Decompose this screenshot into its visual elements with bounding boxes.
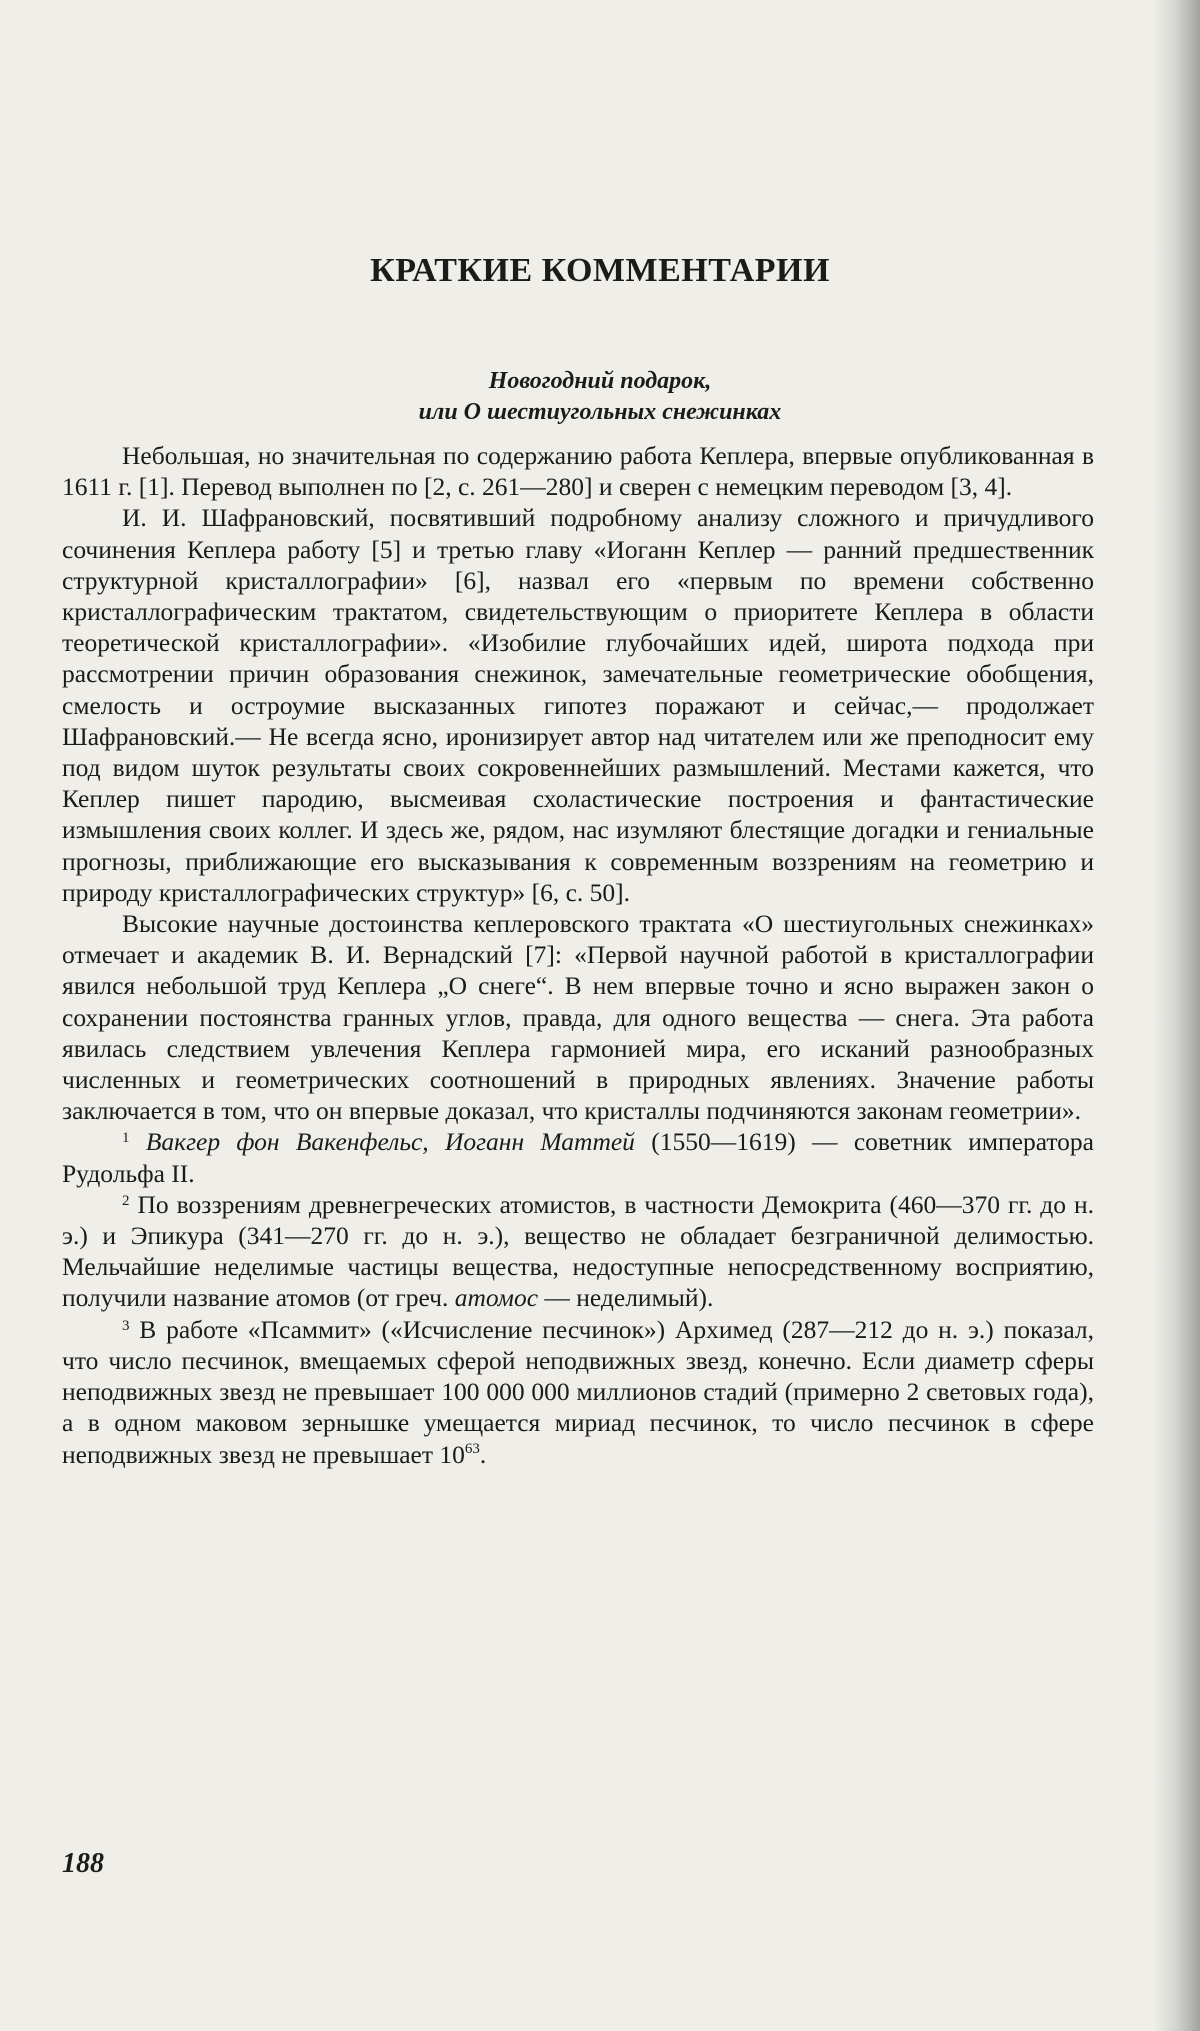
paragraph-1: Небольшая, но значительная по содержанию работа Кеплера, впервые опубликованная в 1611 г. [1]. Перевод выполнен по [2, с. 261—280] и сверен с немецким переводом [3, 4].: [62, 441, 1094, 502]
page-edge-shadow: [1154, 0, 1200, 2031]
paragraph-3: Высокие научные достоинства кеплеровского трактата «О шестиугольных снежинках» отмечает и академик В. И. Вернадский [7]: «Первой научной работой в кристаллографии явился небольшой труд Кеплера „О снеге“. В нем впервые точно и ясно выражен закон о сохранении постоянства гранных углов, правда, для одного вещества — снега. Эта работа явилась следствием увлечения Кеплера гармонией мира, его исканий разнообразных численных и геометрических соотношений в природных явлениях. Значение работы заключается в том, что он впервые доказал, что кристаллы подчиняются законам геометрии».: [62, 909, 1094, 1126]
footnote-1-number: 1: [122, 1130, 130, 1147]
section-heading-line-2: или О шестиугольных снежинках: [418, 399, 782, 425]
footnote-2: [62, 1189, 1094, 1314]
footnote-2-term: атомос: [454, 1283, 539, 1313]
footnote-1-name: Вакгер фон Вакенфельс, Иоганн Маттей: [145, 1127, 635, 1157]
footnote-3-text: В работе «Псаммит» («Исчисление песчинок») Архимед (287—212 до н. э.) показал, что число песчинок, вмещаемых сферой неподвижных звезд, конечно. Если диаметр сферы неподвижных звезд не превышает 100 000 000 миллионов стадий (примерно 2 световых года), а в одном маковом зернышке умещается мириад песчинок, то число песчинок в сфере неподвижных звезд не превышает 10: [62, 1314, 1094, 1469]
section-heading-line-1: Новогодний подарок,: [488, 368, 712, 394]
page-number: 188: [62, 1848, 104, 1879]
footnote-1: [62, 1126, 1094, 1188]
footnote-3-exponent: 63: [464, 1440, 480, 1457]
footnote-2-number: 2: [122, 1192, 130, 1209]
paragraph-2: И. И. Шафрановский, посвятивший подробному анализу сложного и причудливого сочинения Кеплера работу [5] и третью главу «Иоганн Кеплер — ранний предшественник структурной кристаллографии» [6], назвал его «первым по времени собственно кристаллографическим трактатом, свидетельствующим о приоритете Кеплера в области теоретической кристаллографии». «Изобилие глубочайших идей, широта подхода при рассмотрении причин образования снежинок, замечательные геометрические обобщения, смелость и остроумие высказанных гипотез поражают и сейчас,— продолжает Шафрановский.— Не всегда ясно, иронизирует автор над читателем или же преподносит ему под видом шуток результаты своих сокровеннейших размышлений. Местами кажется, что Кеплер пишет пародию, высмеивая схоластические построения и фантастические измышления своих коллег. И здесь же, рядом, нас изумляют блестящие догадки и гениальные прогнозы, приближающие его высказывания к современным воззрениям на геометрию и природу кристаллографических структур» [6, с. 50].: [62, 503, 1094, 907]
footnote-2-text-end: — неделимый).: [538, 1283, 714, 1313]
footnote-3-number: 3: [122, 1317, 130, 1334]
footnote-3: [62, 1314, 1094, 1470]
body-text: [62, 440, 1094, 1470]
footnote-2-text: По воззрениям древнегреческих атомистов, в частности Демокрита (460—370 гг. до н. э.) и Эпикура (341—270 гг. до н. э.), вещество не обладает безграничной делимостью. Мельчайшие неделимые частицы вещества, недоступные непосредственному восприятию, получили название атомов (от греч.: [62, 1189, 1095, 1313]
footnote-1-text: (1550—1619) — советник императора Рудольфа II.: [62, 1127, 1094, 1188]
footnote-3-end: .: [479, 1439, 487, 1469]
page-title: КРАТКИЕ КОММЕНТАРИИ: [370, 252, 830, 289]
section-heading: [0, 366, 1200, 428]
